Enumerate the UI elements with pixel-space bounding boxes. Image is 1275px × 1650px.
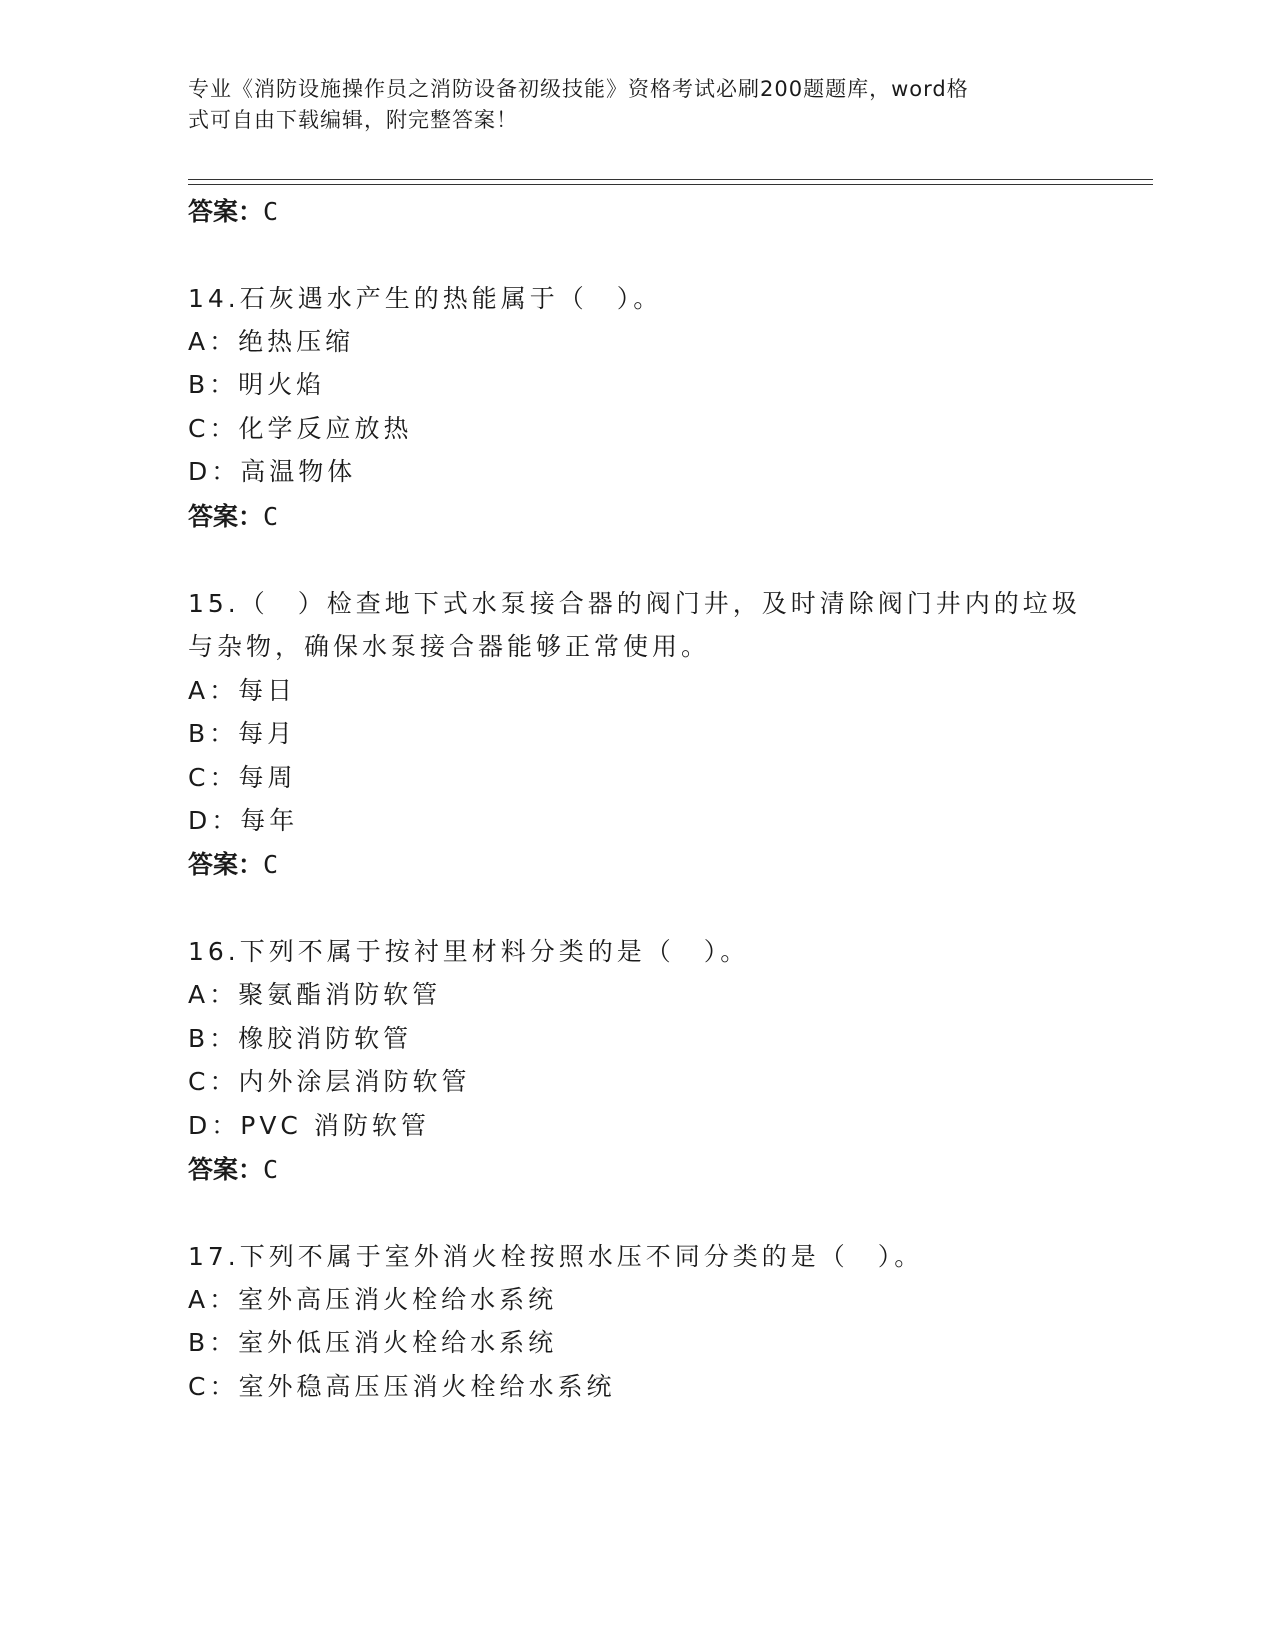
header-line-2: 式可自由下载编辑，附完整答案！ [188, 108, 518, 132]
question-15-answer [188, 845, 278, 881]
answer-value: C [263, 850, 279, 879]
answer-value: C [263, 197, 279, 226]
question-15-option-b: B：每月 [188, 719, 297, 748]
question-14-option-a: A：绝热压缩 [188, 327, 355, 356]
answer-label: 答案： [188, 1155, 264, 1184]
question-16-option-a: A：聚氨酯消防软管 [188, 980, 442, 1009]
question-17-option-b: B：室外低压消火栓给水系统 [188, 1328, 558, 1357]
question-15-stem-line-2: 与杂物，确保水泵接合器能够正常使用。 [188, 632, 711, 661]
question-17-stem: 17.下列不属于室外消火栓按照水压不同分类的是（ ）。 [188, 1242, 924, 1271]
question-17-option-a: A：室外高压消火栓给水系统 [188, 1285, 558, 1314]
header-divider-double [188, 184, 1153, 185]
question-15-option-d: D：每年 [188, 806, 299, 835]
question-14-option-b: B：明火焰 [188, 370, 326, 399]
answer-value: C [263, 502, 279, 531]
prev-answer-line [188, 192, 278, 228]
question-16-option-c: C：内外涂层消防软管 [188, 1067, 471, 1096]
question-16-answer [188, 1150, 278, 1186]
header-line-1: 专业《消防设施操作员之消防设备初级技能》资格考试必刷200题题库，word格 [188, 77, 969, 101]
question-17-option-c: C：室外稳高压压消火栓给水系统 [188, 1372, 616, 1401]
question-14-answer [188, 497, 278, 533]
question-15-stem-line-1: 15.（ ）检查地下式水泵接合器的阀门井，及时清除阀门井内的垃圾 [188, 589, 1081, 618]
question-16-option-d: D：PVC 消防软管 [188, 1111, 430, 1140]
header-divider [188, 179, 1153, 180]
question-15-option-a: A：每日 [188, 676, 297, 705]
question-16-option-b: B：橡胶消防软管 [188, 1024, 413, 1053]
document-header [188, 74, 1068, 136]
answer-label: 答案： [188, 502, 264, 531]
question-14-option-d: D：高温物体 [188, 457, 357, 486]
question-16-stem: 16.下列不属于按衬里材料分类的是（ ）。 [188, 937, 750, 966]
question-14-option-c: C：化学反应放热 [188, 414, 413, 443]
answer-label: 答案： [188, 850, 264, 879]
question-15-option-c: C：每周 [188, 763, 297, 792]
answer-label: 答案： [188, 197, 264, 226]
question-14-stem: 14.石灰遇水产生的热能属于（ ）。 [188, 284, 663, 313]
answer-value: C [263, 1155, 279, 1184]
